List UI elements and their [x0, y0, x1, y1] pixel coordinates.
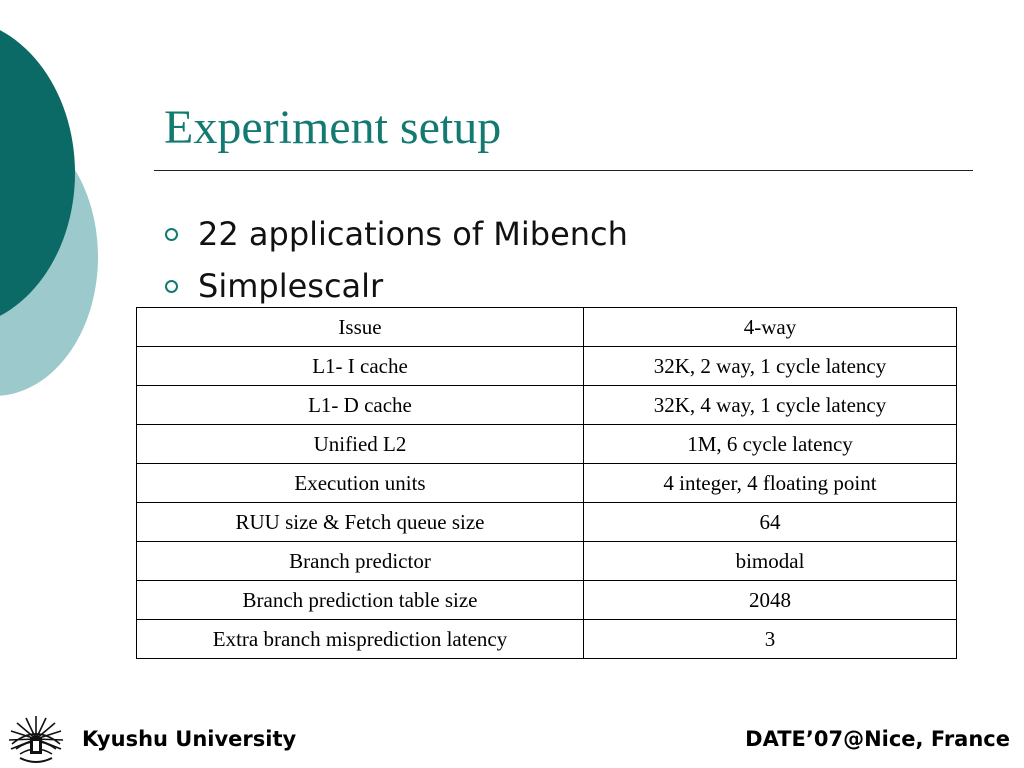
value-cell: 32K, 2 way, 1 cycle latency [584, 347, 957, 386]
parameter-cell: Issue [137, 308, 584, 347]
value-cell: 1M, 6 cycle latency [584, 425, 957, 464]
bullet-text: 22 applications of Mibench [198, 215, 628, 253]
hollow-circle-bullet-icon [165, 228, 178, 241]
parameter-cell: Branch prediction table size [137, 581, 584, 620]
simulator-config-table [136, 307, 957, 659]
value-cell: 3 [584, 620, 957, 659]
value-cell: 64 [584, 503, 957, 542]
table-row [137, 386, 957, 425]
value-cell: 2048 [584, 581, 957, 620]
value-cell: 4 integer, 4 floating point [584, 464, 957, 503]
slide-title: Experiment setup [164, 101, 502, 154]
bullet-item [162, 260, 628, 312]
footer-institution: Kyushu University [82, 727, 297, 751]
table-row [137, 347, 957, 386]
footer-conference: DATE’07@Nice, France [745, 727, 1010, 751]
table-row [137, 464, 957, 503]
value-cell: 32K, 4 way, 1 cycle latency [584, 386, 957, 425]
value-cell: bimodal [584, 542, 957, 581]
value-cell: 4-way [584, 308, 957, 347]
table-row [137, 620, 957, 659]
bullet-item [162, 208, 628, 260]
parameter-cell: Execution units [137, 464, 584, 503]
table-row [137, 425, 957, 464]
table-row [137, 503, 957, 542]
table-row [137, 308, 957, 347]
bullet-text: Simplescalr [198, 267, 384, 305]
table-row [137, 542, 957, 581]
table-row [137, 581, 957, 620]
kyushu-university-emblem-icon [8, 714, 64, 766]
parameter-cell: RUU size & Fetch queue size [137, 503, 584, 542]
parameter-cell: Unified L2 [137, 425, 584, 464]
title-divider [154, 170, 973, 171]
bullet-list [162, 208, 628, 312]
parameter-cell: Extra branch misprediction latency [137, 620, 584, 659]
parameter-cell: L1- D cache [137, 386, 584, 425]
hollow-circle-bullet-icon [165, 280, 178, 293]
parameter-cell: Branch predictor [137, 542, 584, 581]
parameter-cell: L1- I cache [137, 347, 584, 386]
